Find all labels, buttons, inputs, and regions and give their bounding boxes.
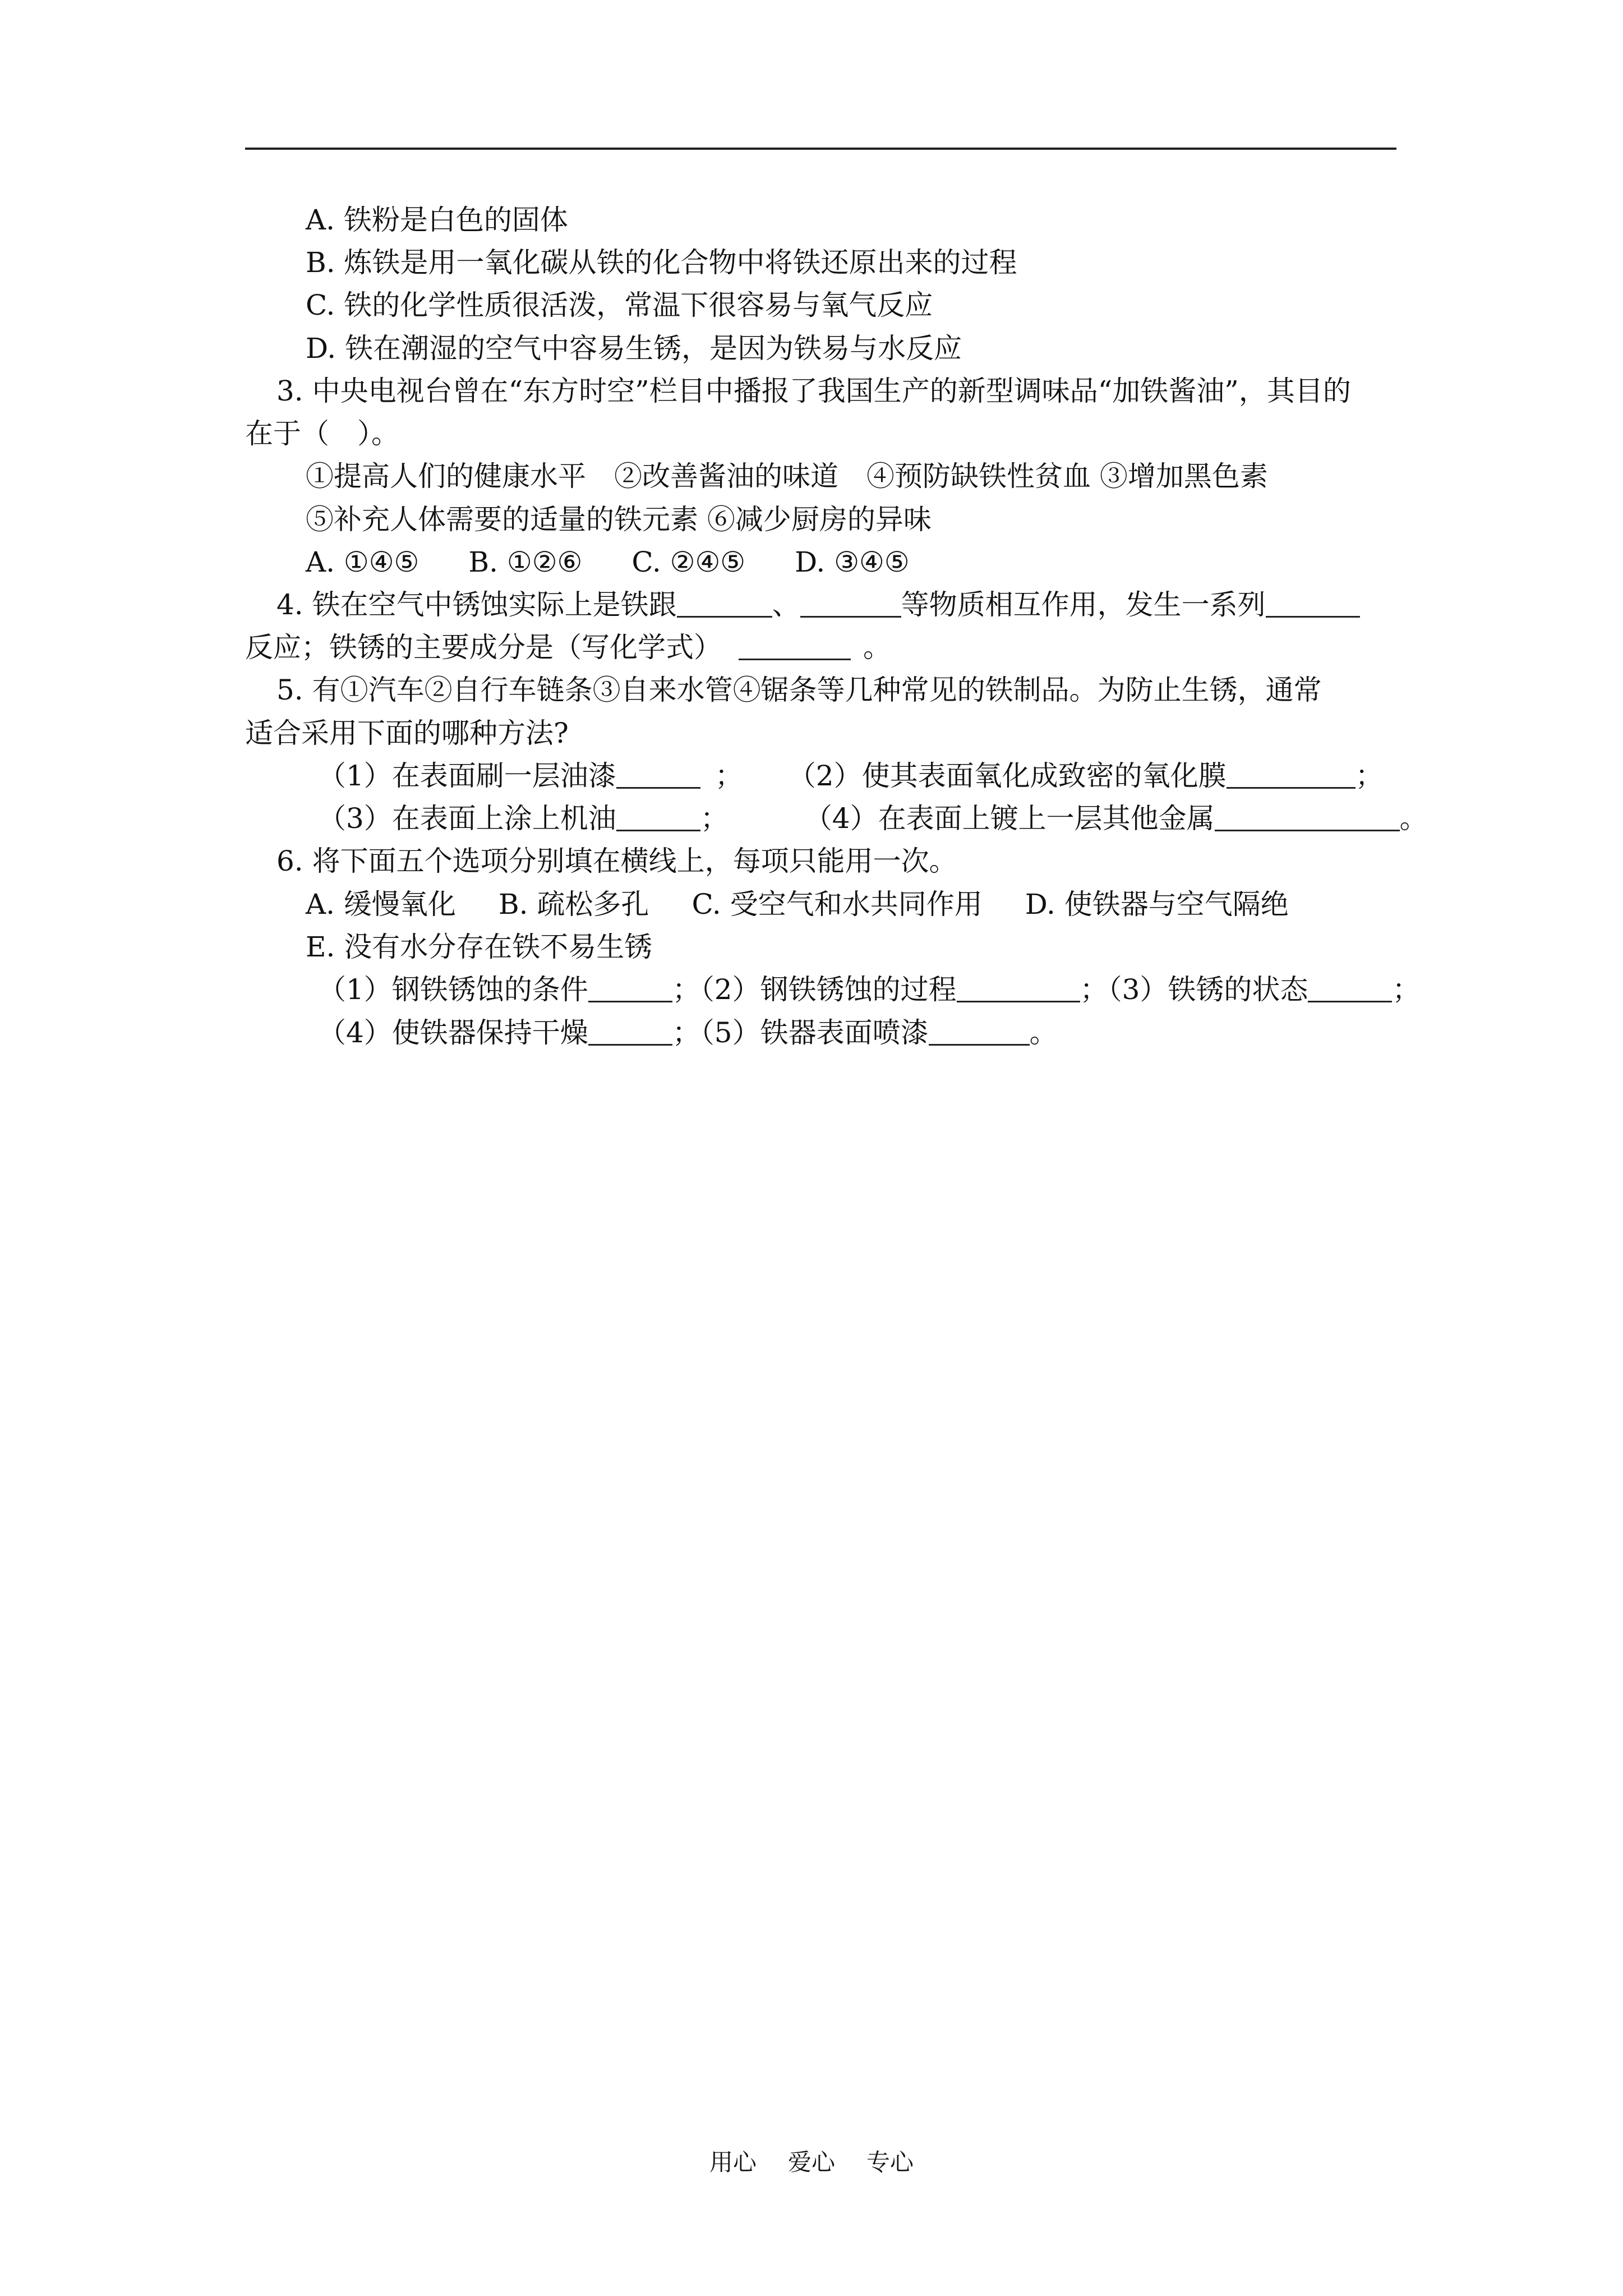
footer-word-3: 专心 <box>866 2148 914 2176</box>
q2-option-c: C. 铁的化学性质很活泼，常温下很容易与氧气反应 <box>306 289 933 321</box>
q6-f2-blank[interactable] <box>957 975 1080 1002</box>
q6-f4-blank[interactable] <box>588 1018 672 1046</box>
q2-option-b: B. 炼铁是用一氧化碳从铁的化合物中将铁还原出来的过程 <box>306 246 1017 279</box>
q6-option-e: E. 没有水分存在铁不易生锈 <box>306 931 653 963</box>
q6-fill-row1 <box>318 973 1420 1006</box>
q6-f5-blank[interactable] <box>929 1018 1030 1046</box>
q5-s2-blank[interactable] <box>1227 761 1355 789</box>
q6-fill-row2 <box>318 1016 1058 1050</box>
q5-s2-end: ； <box>1355 760 1384 792</box>
q6-f1-blank[interactable] <box>588 975 672 1002</box>
q2-option-d: D. 铁在潮湿的空气中容易生锈，是因为铁易与水反应 <box>306 332 962 365</box>
q5-stem-line2: 适合采用下面的哪种方法? <box>245 717 569 749</box>
q6-f4-text: （4）使铁器保持干燥 <box>318 1016 588 1049</box>
q5-subrow-2 <box>318 802 1428 835</box>
q4-text-1: 4. 铁在空气中锈蚀实际上是铁跟 <box>276 588 677 621</box>
q4-blank-3[interactable] <box>1266 590 1360 618</box>
q5-s4-text: （4）在表面上镀上一层其他金属 <box>804 802 1215 835</box>
q5-s1-blank[interactable] <box>616 761 700 789</box>
q4-blank-2[interactable] <box>800 590 901 618</box>
q6-f2-text: （2）钢铁锈蚀的过程 <box>700 973 957 1006</box>
q4-text-2: 、 <box>772 588 800 621</box>
q6-option-b: B. 疏松多孔 <box>498 888 649 921</box>
q4-blank-1[interactable] <box>677 590 772 618</box>
q3-items-line1: ①提高人们的健康水平 ②改善酱油的味道 ④预防缺铁性贫血 ③增加黑色素 <box>306 460 1268 493</box>
page-footer <box>0 2148 1623 2177</box>
q5-s4-blank[interactable] <box>1215 804 1400 831</box>
q5-stem-line1: 5. 有①汽车②自行车链条③自来水管④锯条等几种常见的铁制品。为防止生锈，通常 <box>276 674 1322 706</box>
q6-f3-text: （3）铁锈的状态 <box>1108 973 1308 1006</box>
q6-options-row1 <box>306 887 1289 921</box>
q6-f5-text: （5）铁器表面喷漆 <box>700 1016 929 1049</box>
q3-option-a: A. ①④⑤ <box>306 546 419 578</box>
q4-line1 <box>276 588 1360 622</box>
footer-word-2: 爱心 <box>787 2148 835 2176</box>
q6-option-c: C. 受空气和水共同作用 <box>691 888 983 921</box>
q4-text-5: 。 <box>863 631 891 664</box>
q5-s2-text: （2）使其表面氧化成致密的氧化膜 <box>787 760 1227 792</box>
q5-subrow-1 <box>318 759 1384 793</box>
q3-items-line2: ⑤补充人体需要的适量的铁元素 ⑥减少厨房的异味 <box>306 503 932 536</box>
footer-word-1: 用心 <box>709 2148 757 2176</box>
header-rule <box>245 148 1396 150</box>
q5-s1-end: ； <box>714 760 743 792</box>
q6-f1-end: ； <box>672 973 700 1006</box>
q6-f3-end: ； <box>1392 973 1421 1006</box>
q3-option-d: D. ③④⑤ <box>795 546 910 578</box>
q6-f5-end: 。 <box>1029 1016 1058 1049</box>
q6-f2-end: ； <box>1080 973 1108 1006</box>
q5-s3-blank[interactable] <box>616 804 700 831</box>
q5-s3-end: ； <box>700 802 728 835</box>
q3-options <box>306 545 910 579</box>
q4-text-3: 等物质相互作用，发生一系列 <box>901 588 1266 621</box>
q6-f3-blank[interactable] <box>1308 975 1392 1002</box>
q4-text-4: 反应；铁锈的主要成分是（写化学式） <box>245 631 722 664</box>
q3-option-c: C. ②④⑤ <box>631 546 746 578</box>
q6-option-d: D. 使铁器与空气隔绝 <box>1025 888 1289 921</box>
q6-option-a: A. 缓慢氧化 <box>306 888 456 921</box>
q3-stem-line1: 3. 中央电视台曾在“东方时空”栏目中播报了我国生产的新型调味品“加铁酱油”，其目的 <box>276 375 1351 407</box>
q5-s4-end: 。 <box>1399 802 1428 835</box>
q3-stem-line2: 在于（ ）。 <box>245 417 399 450</box>
q5-s1-text: （1）在表面刷一层油漆 <box>318 760 616 792</box>
q4-blank-4[interactable] <box>739 633 851 660</box>
q5-s3-text: （3）在表面上涂上机油 <box>318 802 616 835</box>
q6-stem: 6. 将下面五个选项分别填在横线上，每项只能用一次。 <box>276 845 957 877</box>
q3-option-b: B. ①②⑥ <box>468 546 583 578</box>
q4-line2 <box>245 631 891 664</box>
q6-f1-text: （1）钢铁锈蚀的条件 <box>318 973 588 1006</box>
q6-f4-end: ； <box>672 1016 700 1049</box>
q2-option-a: A. 铁粉是白色的固体 <box>306 204 568 236</box>
